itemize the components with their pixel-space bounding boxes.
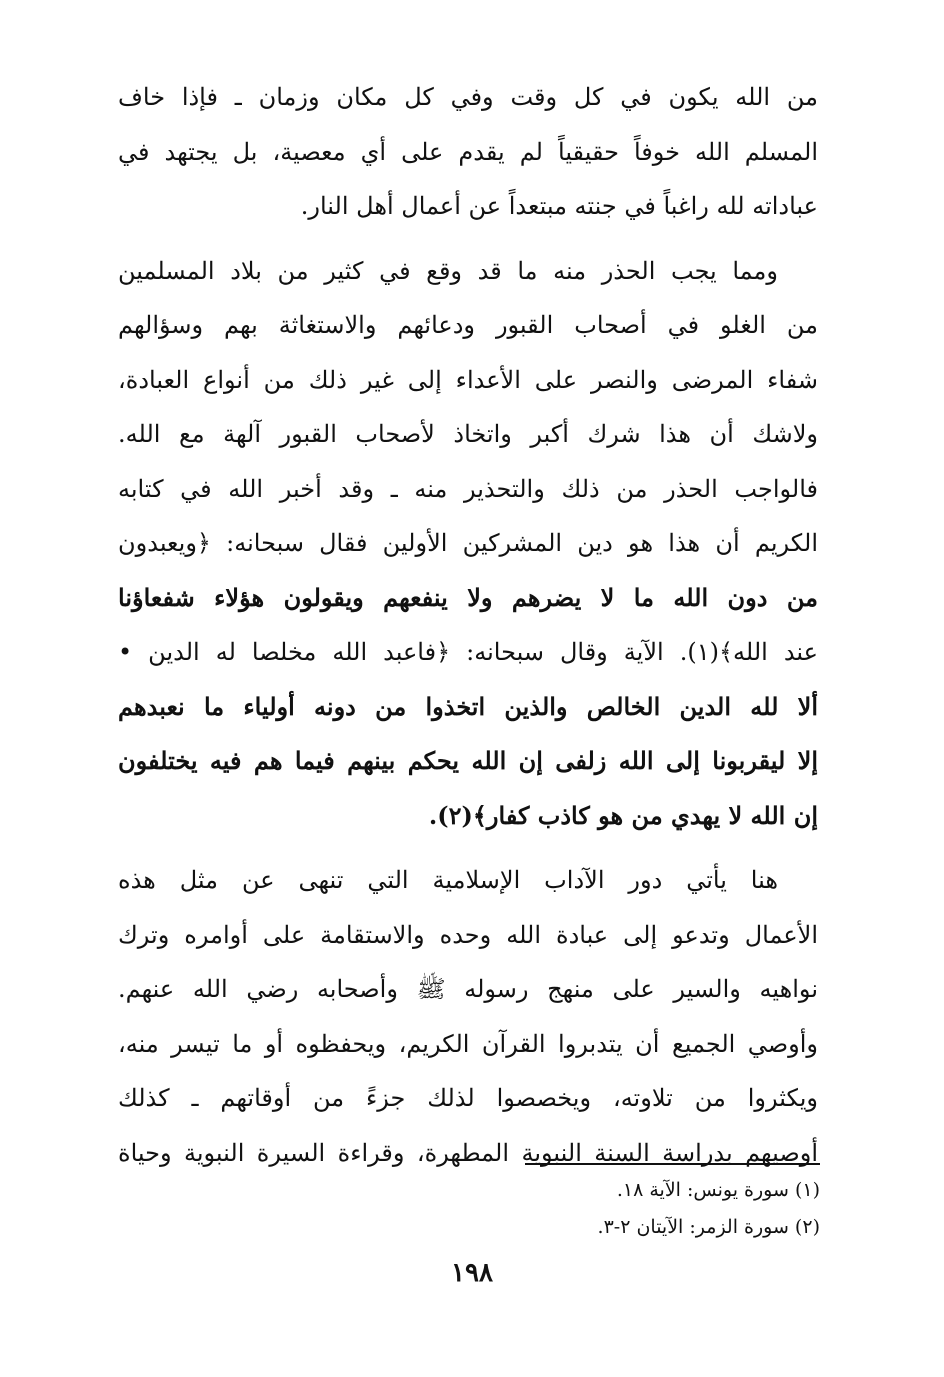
paragraph-3 [118,853,818,1180]
page-body [118,70,818,1190]
text-line: المسلم الله خوفاً حقيقياً لم يقدم على أي معصية، بل يجتهد في [118,137,818,166]
text-line: ومما يجب الحذر منه ما قد وقع في كثير من بلاد المسلمين [118,256,778,285]
paragraph-2 [118,244,818,844]
paragraph-1 [118,70,818,234]
text-line: شفاء المرضى والنصر على الأعداء إلى غير ذلك من أنواع العبادة، [118,365,818,394]
text-line: الكريم أن هذا هو دين المشركين الأولين فقال سبحانه: ﴿ويعبدون [118,529,818,557]
footnote-2: (٢) سورة الزمر: الآيتان ٢-٣. [597,1216,820,1238]
footnote-1: (١) سورة يونس: الآية ١٨. [616,1179,820,1201]
text-line: فالواجب الحذر من ذلك والتحذير منه ـ وقد أخبر الله في كتابه [118,474,818,503]
text-line: من الغلو في أصحاب القبور ودعائهم والاستغاثة بهم وسؤالهم [118,311,818,339]
text-line: أوصيهم بدراسة السنة النبوية المطهرة، وقراءة السيرة النبوية وحياة [118,1138,818,1167]
text-line: نواهيه والسير على منهج رسوله ﷺ وأصحابه رضي الله عنهم. [118,975,818,1003]
quran-verse-line: إن الله لا يهدي من هو كاذب كفار﴾(٢). [428,800,818,830]
text-line: الأعمال وتدعو إلى عبادة الله وحده والاستقامة على أوامره وترك [118,920,818,949]
text-line: هنا يأتي دور الآداب الإسلامية التي تنهى عن مثل هذه [118,866,778,894]
text-line: ويكثروا من تلاوته، ويخصصوا لذلك جزءً من أوقاتهم ـ كذلك [118,1084,818,1112]
text-line: عند الله﴾(١). الآية وقال سبحانه: ﴿فاعبد الله مخلصا له الدين • [118,638,818,666]
footnotes [320,1172,820,1246]
text-line: عباداته لله راغباً في جنته مبتعداً عن أعمال أهل النار. [300,192,818,220]
quran-verse-line: إلا ليقربونا إلى الله زلفى إن الله يحكم بينهم فيما هم فيه يختلفون [118,746,818,775]
quran-verse-line: ألا لله الدين الخالص والذين اتخذوا من دونه أولياء ما نعبدهم [118,691,818,721]
footnote-separator [525,1163,820,1165]
text-line: وأوصي الجميع أن يتدبروا القرآن الكريم، ويحفظوه أو ما تيسر منه، [118,1029,818,1058]
quran-verse-line: من دون الله ما لا يضرهم ولا ينفعهم ويقولون هؤلاء شفعاؤنا [118,582,818,612]
text-line: من الله يكون في كل وقت وفي كل مكان وزمان ـ فإذا خاف [118,83,818,111]
text-line: ولاشك أن هذا شرك أكبر واتخاذ لأصحاب القبور آلهة مع الله. [118,420,818,448]
page-number: ١٩٨ [451,1258,493,1288]
